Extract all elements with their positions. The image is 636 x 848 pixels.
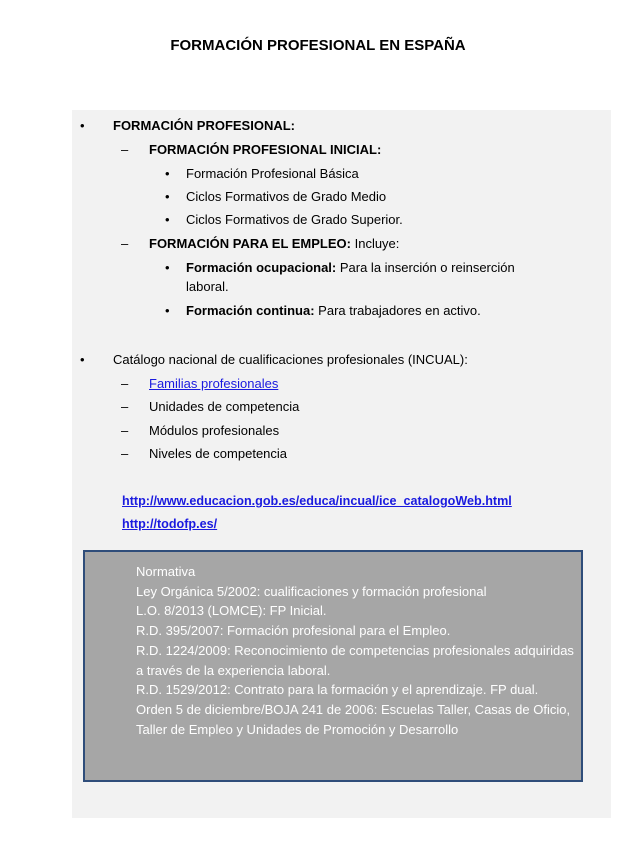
bullet-marker: • (165, 260, 170, 275)
bullet-marker: • (165, 303, 170, 318)
dash-marker: – (121, 236, 129, 251)
todofp-link[interactable]: http://todofp.es/ (122, 517, 218, 531)
dash-marker: – (121, 142, 129, 157)
subheading-fp-empleo (149, 234, 399, 253)
subheading-label: FORMACIÓN PARA EL EMPLEO: (149, 236, 351, 251)
item-text: Para la inserción o reinserción (336, 260, 515, 275)
section-heading-incual: Catálogo nacional de cualificaciones profesionales (INCUAL): (113, 352, 468, 367)
normativa-line: Ley Orgánica 5/2002: cualificaciones y formación profesional (136, 583, 487, 599)
list-item: Niveles de competencia (149, 446, 288, 461)
subheading-fp-inicial: FORMACIÓN PROFESIONAL INICIAL: (149, 142, 382, 157)
normativa-text (136, 562, 581, 739)
normativa-line: R.D. 1224/2009: Reconocimiento de competencias profesionales adquiridas a través de la experiencia laboral. (136, 642, 574, 678)
normativa-line: L.O. 8/2013 (LOMCE): FP Inicial. (136, 603, 327, 619)
list-item (186, 301, 481, 320)
list-item (186, 258, 515, 277)
list-item: Módulos profesionales (149, 423, 280, 438)
section-heading-fp: FORMACIÓN PROFESIONAL: (113, 118, 295, 133)
bullet-marker: • (80, 352, 85, 367)
incual-catalog-link[interactable]: http://www.educacion.gob.es/educa/incual/ice_catalogoWeb.html (122, 494, 512, 508)
normativa-line: R.D. 395/2007: Formación profesional para el Empleo. (136, 623, 451, 639)
dash-marker: – (121, 423, 129, 438)
subheading-suffix: Incluye: (350, 236, 400, 251)
bullet-marker: • (165, 212, 170, 227)
normativa-line: Orden 5 de diciembre/BOJA 241 de 2006: Escuelas Taller, Casas de Oficio, Taller de Empleo y Unidades de Promoción y Desarrollo (136, 701, 571, 737)
bullet-marker: • (165, 166, 170, 181)
normativa-line: R.D. 1529/2012: Contrato para la formación y el aprendizaje. FP dual. (136, 682, 539, 698)
list-item: Ciclos Formativos de Grado Medio (186, 189, 387, 204)
dash-marker: – (121, 446, 129, 461)
dash-marker: – (121, 376, 129, 391)
item-label: Formación ocupacional: (186, 260, 337, 275)
list-item: Ciclos Formativos de Grado Superior. (186, 212, 403, 227)
normativa-box (83, 550, 583, 782)
list-item: Unidades de competencia (149, 399, 300, 414)
bullet-marker: • (165, 189, 170, 204)
list-item: Formación Profesional Básica (186, 166, 359, 181)
familias-profesionales-link[interactable]: Familias profesionales (149, 376, 279, 391)
normativa-heading: Normativa (136, 564, 196, 579)
dash-marker: – (121, 399, 129, 414)
list-item-continuation: laboral. (186, 279, 229, 294)
bullet-marker: • (80, 118, 85, 133)
page-title: FORMACIÓN PROFESIONAL EN ESPAÑA (170, 37, 466, 54)
item-text: Para trabajadores en activo. (314, 303, 481, 318)
item-label: Formación continua: (186, 303, 315, 318)
